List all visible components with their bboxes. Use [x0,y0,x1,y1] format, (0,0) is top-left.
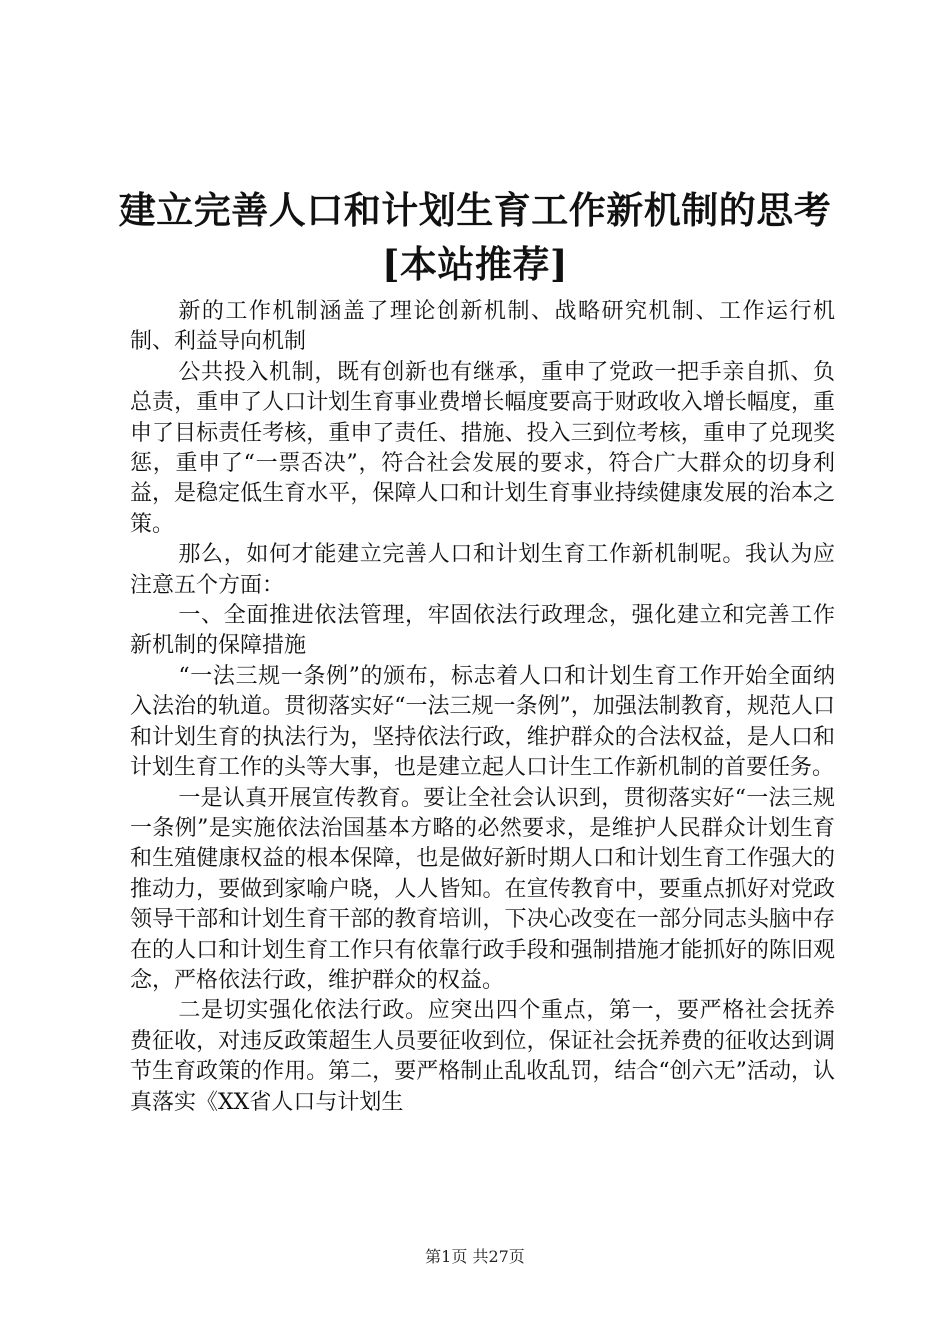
paragraph: 一、全面推进依法管理，牢固依法行政理念，强化建立和完善工作新机制的保障措施 [130,603,835,659]
paragraph: 新的工作机制涵盖了理论创新机制、战略研究机制、工作运行机制、利益导向机制 [130,299,835,355]
paragraph: “一法三规一条例”的颁布，标志着人口和计划生育工作开始全面纳入法治的轨道。贯彻落实好“一法三规一条例”，加强法制教育，规范人口和计划生育的执法行为，坚持依法行政，维护群众的合法权益，是人口和计划生育工作的头等大事，也是建立起人口计生工作新机制的首要任务。 [130,663,835,781]
paragraph: 一是认真开展宣传教育。要让全社会认识到，贯彻落实好“一法三规一条例”是实施依法治国基本方略的必然要求，是维护人民群众计划生育和生殖健康权益的根本保障，也是做好新时期人口和计划生育工作强大的推动力，要做到家喻户晓，人人皆知。在宣传教育中，要重点抓好对党政领导干部和计划生育干部的教育培训，下决心改变在一部分同志头脑中存在的人口和计划生育工作只有依靠行政手段和强制措施才能抓好的陈旧观念，严格依法行政，维护群众的权益。 [130,785,835,993]
paragraph: 公共投入机制，既有创新也有继承，重申了党政一把手亲自抓、负总责，重申了人口计划生育事业费增长幅度要高于财政收入增长幅度，重申了目标责任考核，重申了责任、措施、投入三到位考核，重申了兑现奖惩，重申了“一票否决”，符合社会发展的要求，符合广大群众的切身利益，是稳定低生育水平，保障人口和计划生育事业持续健康发展的治本之策。 [130,359,835,537]
document-title: 建立完善人口和计划生育工作新机制的思考 [118,188,832,232]
paragraph: 二是切实强化依法行政。应突出四个重点，第一，要严格社会抚养费征收，对违反政策超生人员要征收到位，保证社会抚养费的征收达到调节生育政策的作用。第二，要严格制止乱收乱罚，结合“创六无”活动，认真落实《XX省人口与计划生 [130,998,835,1115]
page-number: 第1页 共27页 [425,1247,525,1266]
document-subtitle: [本站推荐] [381,242,568,286]
document-body [130,297,835,1118]
paragraph: 那么，如何才能建立完善人口和计划生育工作新机制呢。我认为应注意五个方面： [130,542,835,598]
